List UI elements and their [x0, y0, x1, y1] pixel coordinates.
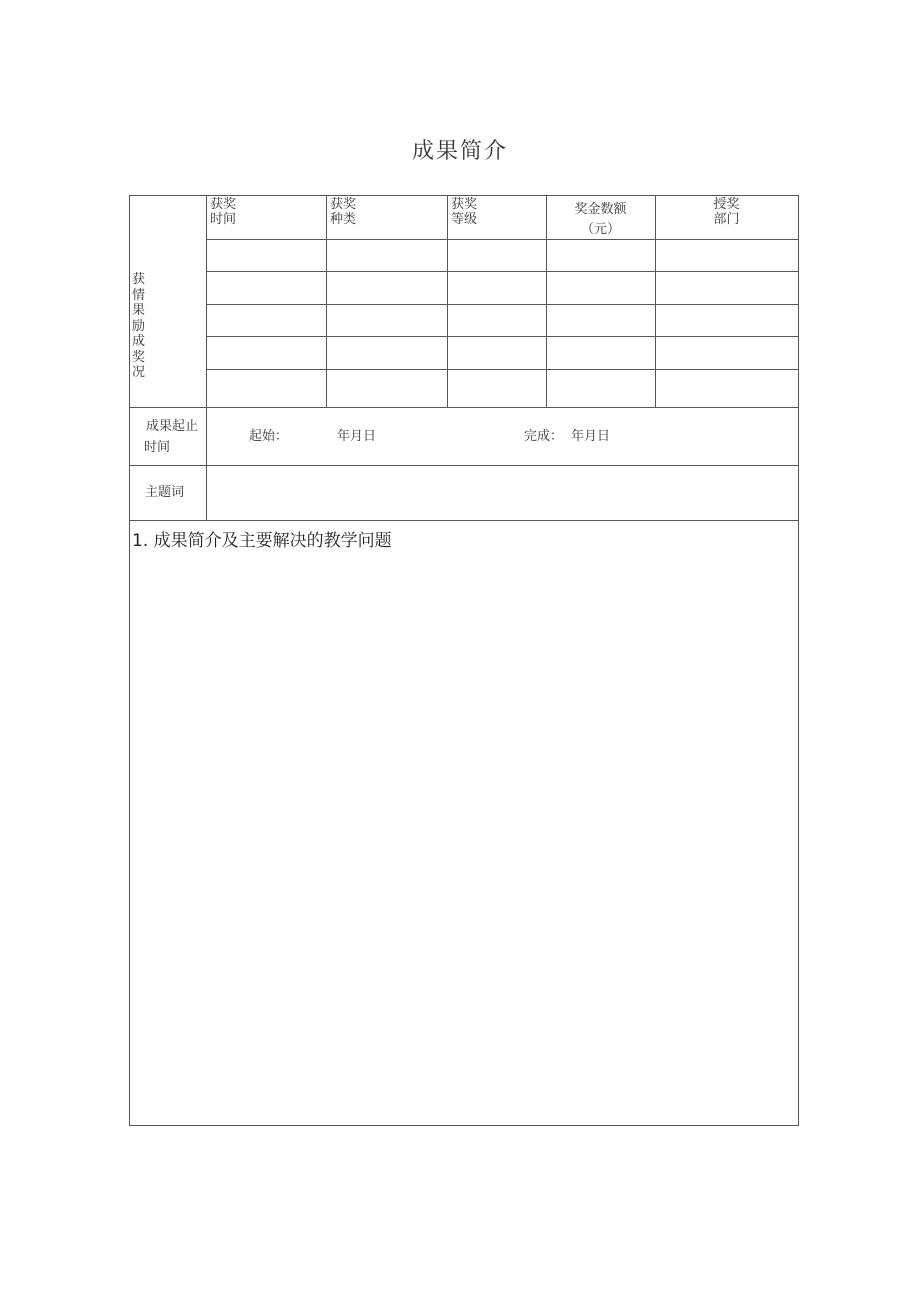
- header-awarding-dept-line2: 部门: [713, 212, 740, 227]
- row-divider: [206, 369, 799, 370]
- period-label-line2: 时间: [144, 440, 171, 455]
- award-section-label: 获情果励成奖况: [132, 272, 146, 380]
- summary-content-area[interactable]: [130, 551, 797, 1124]
- header-award-level-line2: 等级: [451, 212, 478, 227]
- table-border-right: [798, 195, 799, 1126]
- table-border-bottom: [129, 1125, 799, 1126]
- row-divider: [206, 271, 799, 272]
- period-label-line1: 成果起止: [146, 419, 199, 434]
- row-divider: [206, 304, 799, 305]
- column-divider: [447, 195, 448, 407]
- column-divider: [655, 195, 656, 407]
- row-divider: [206, 239, 799, 240]
- header-award-type-line1: 获奖: [330, 197, 357, 212]
- header-award-level-line1: 获奖: [451, 197, 478, 212]
- header-award-type-line2: 种类: [330, 212, 357, 227]
- page-title: 成果简介: [411, 139, 508, 164]
- section-divider: [129, 465, 799, 466]
- start-date-label: 起始：: [249, 429, 289, 444]
- header-award-time-line2: 时间: [210, 212, 237, 227]
- section-divider: [129, 520, 799, 521]
- end-date-label: 完成：: [524, 429, 564, 444]
- header-award-time-line1: 获奖: [210, 197, 237, 212]
- summary-heading: 1. 成果简介及主要解决的教学问题: [132, 531, 392, 551]
- header-prize-amount-line1: 奖金数额: [574, 202, 627, 217]
- row-divider: [206, 336, 799, 337]
- start-date-value[interactable]: 年月日: [337, 429, 377, 444]
- end-date-value[interactable]: 年月日: [571, 429, 611, 444]
- label-column-divider: [206, 195, 207, 520]
- section-divider: [129, 407, 799, 408]
- award-form-table: [129, 195, 799, 1126]
- header-awarding-dept-line1: 授奖: [713, 197, 740, 212]
- column-divider: [326, 195, 327, 407]
- table-border-top: [129, 195, 799, 196]
- header-prize-amount-line2: （元）: [580, 222, 620, 237]
- keywords-label: 主题词: [145, 485, 185, 500]
